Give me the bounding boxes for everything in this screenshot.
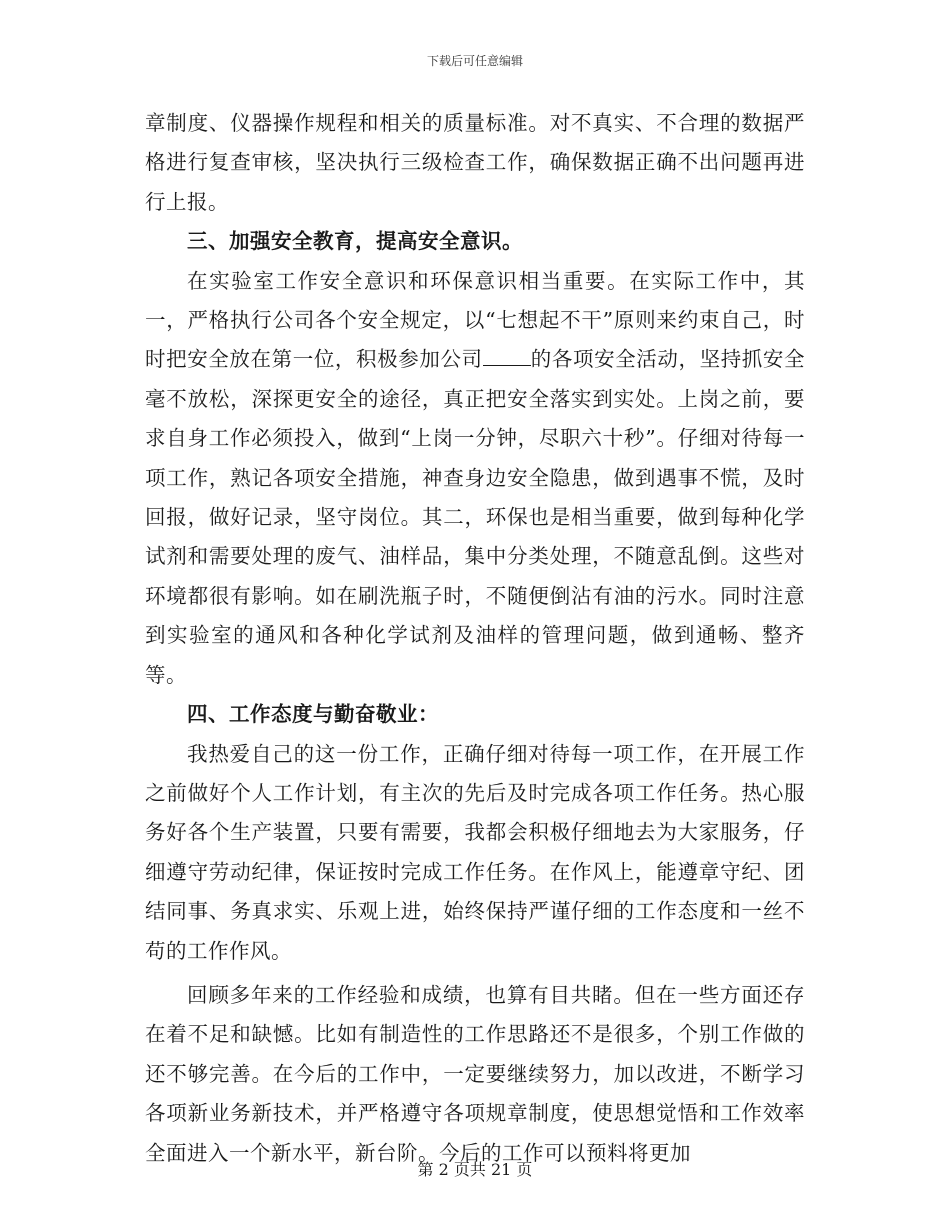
document-body <box>145 104 805 1173</box>
paragraph-attitude: 我热爱自己的这一份工作，正确仔细对待每一项工作，在开展工作之前做好个人工作计划，有主次的先后及时完成各项工作任务。热心服务好各个生产装置，只要有需要，我都会积极仔细地去为大家服务，仔细遵守劳动纪律，保证按时完成工作任务。在作风上，能遵章守纪、团结同事、务真求实、乐观上进，始终保持严谨仔细的工作态度和一丝不苟的工作作风。 <box>145 741 805 963</box>
section-heading-4: 四、工作态度与勤奋敬业： <box>187 702 439 727</box>
page-header: 下载后可任意编辑 <box>426 54 523 68</box>
paragraph-review: 回顾多年来的工作经验和成绩，也算有目共睹。但在一些方面还存在着不足和缺憾。比如有制造性的工作思路还不是很多，个别工作做的还不够完善。在今后的工作中，一定要继续努力，加以改进，不断学习各项新业务新技术，并严格遵守各项规章制度，使思想觉悟和工作效率全面进入一个新水平，新台阶。今后的工作可以预料将更加 <box>145 982 805 1165</box>
fill-in-blank <box>483 347 531 366</box>
paragraph-safety-part-2: 的各项安全活动，坚持抓安全毫不放松，深探更安全的途径，真正把安全落实到实处。上岗之前，要求自身工作必须投入，做到“上岗一分钟，尽职六十秒”。仔细对待每一项工作，熟记各项安全措施，神查身边安全隐患，做到遇事不慌，及时回报，做好记录，坚守岗位。其二，环保也是相当重要，做到每种化学试剂和需要处理的废气、油样品，集中分类处理，不随意乱倒。这些对环境都很有影响。如在刷洗瓶子时，不随便倒沾有油的污水。同时注意到实验室的通风和各种化学试剂及油样的管理问题，做到通畅、整齐等。 <box>145 347 806 687</box>
paragraph-safety-part-1: 在实验室工作安全意识和环保意识相当重要。在实际工作中，其一，严格执行公司各个安全规定，以“七想起不干”原则来约束自己，时时把安全放在第一位，积极参加公司 <box>145 268 805 372</box>
page-footer: 第 2 页共 21 页 <box>417 1160 533 1179</box>
paragraph-continuation: 章制度、仪器操作规程和相关的质量标准。对不真实、不合理的数据严格进行复查审核，坚决执行三级检查工作，确保数据正确不出问题再进行上报。 <box>145 111 805 214</box>
paragraph-safety <box>145 262 805 695</box>
section-heading-3: 三、加强安全教育，提高安全意识。 <box>187 229 523 254</box>
